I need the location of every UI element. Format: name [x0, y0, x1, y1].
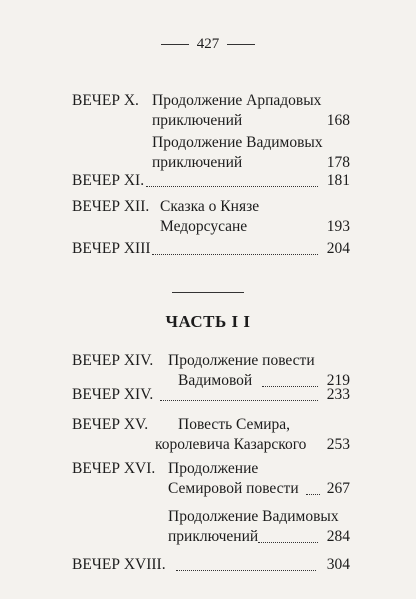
leader-dots [160, 400, 318, 401]
entry-label: ВЕЧЕР XIII [72, 240, 151, 257]
entry-page: 193 [326, 218, 350, 235]
entry-title-line: Сказка о Князе [160, 198, 260, 215]
entry-title-line: Продолжение Вадимовых [168, 508, 339, 525]
entry-page: 253 [326, 436, 350, 453]
entry-label: ВЕЧЕР XVIII. [72, 556, 166, 573]
leader-dots [146, 186, 318, 187]
entry-page: 181 [326, 172, 350, 189]
entry-title-line: приключений [152, 154, 243, 171]
header-dash-right [227, 44, 255, 45]
entry-label: ВЕЧЕР XIV. [72, 386, 154, 403]
entry-page: 304 [326, 556, 350, 573]
section-title: ЧАСТЬ I I [165, 312, 251, 331]
entry-page: 284 [326, 528, 350, 545]
entry-title-line: королевича Казарского [155, 436, 307, 453]
entry-title-line: Медорсусане [160, 218, 248, 235]
entry-title-line: Продолжение повести [168, 352, 315, 369]
entry-page: 178 [326, 154, 350, 171]
entry-label: ВЕЧЕР XIV. [72, 352, 154, 369]
entry-title-line: Продолжение Вадимовых [152, 134, 323, 151]
entry-page: 233 [326, 386, 350, 403]
entry-title-line: Повесть Семира, [178, 416, 291, 433]
entry-page: 204 [326, 240, 350, 257]
page-header [0, 36, 416, 53]
entry-label: ВЕЧЕР XII. [72, 198, 150, 215]
leader-dots [176, 570, 316, 571]
leader-dots [152, 254, 318, 255]
entry-label: ВЕЧЕР XI. [72, 172, 145, 189]
entry-label: ВЕЧЕР XVI. [72, 460, 156, 477]
entry-title-line: Вадимовой [178, 372, 253, 389]
entry-title-line: Продолжение Арпадовых [152, 92, 322, 109]
entry-page: 219 [326, 372, 350, 389]
entry-page: 168 [326, 112, 350, 129]
entry-title-line: Семировой повести [168, 480, 299, 497]
entry-label: ВЕЧЕР X. [72, 92, 139, 109]
entry-page: 267 [326, 480, 350, 497]
entry-label: ВЕЧЕР XV. [72, 416, 149, 433]
entry-title-line: приключений [168, 528, 259, 545]
entry-title-line: Продолжение [168, 460, 259, 477]
section-rule [172, 292, 244, 293]
page-number: 427 [196, 36, 220, 52]
entry-title-line: приключений [152, 112, 243, 129]
header-dash-left [161, 44, 189, 45]
